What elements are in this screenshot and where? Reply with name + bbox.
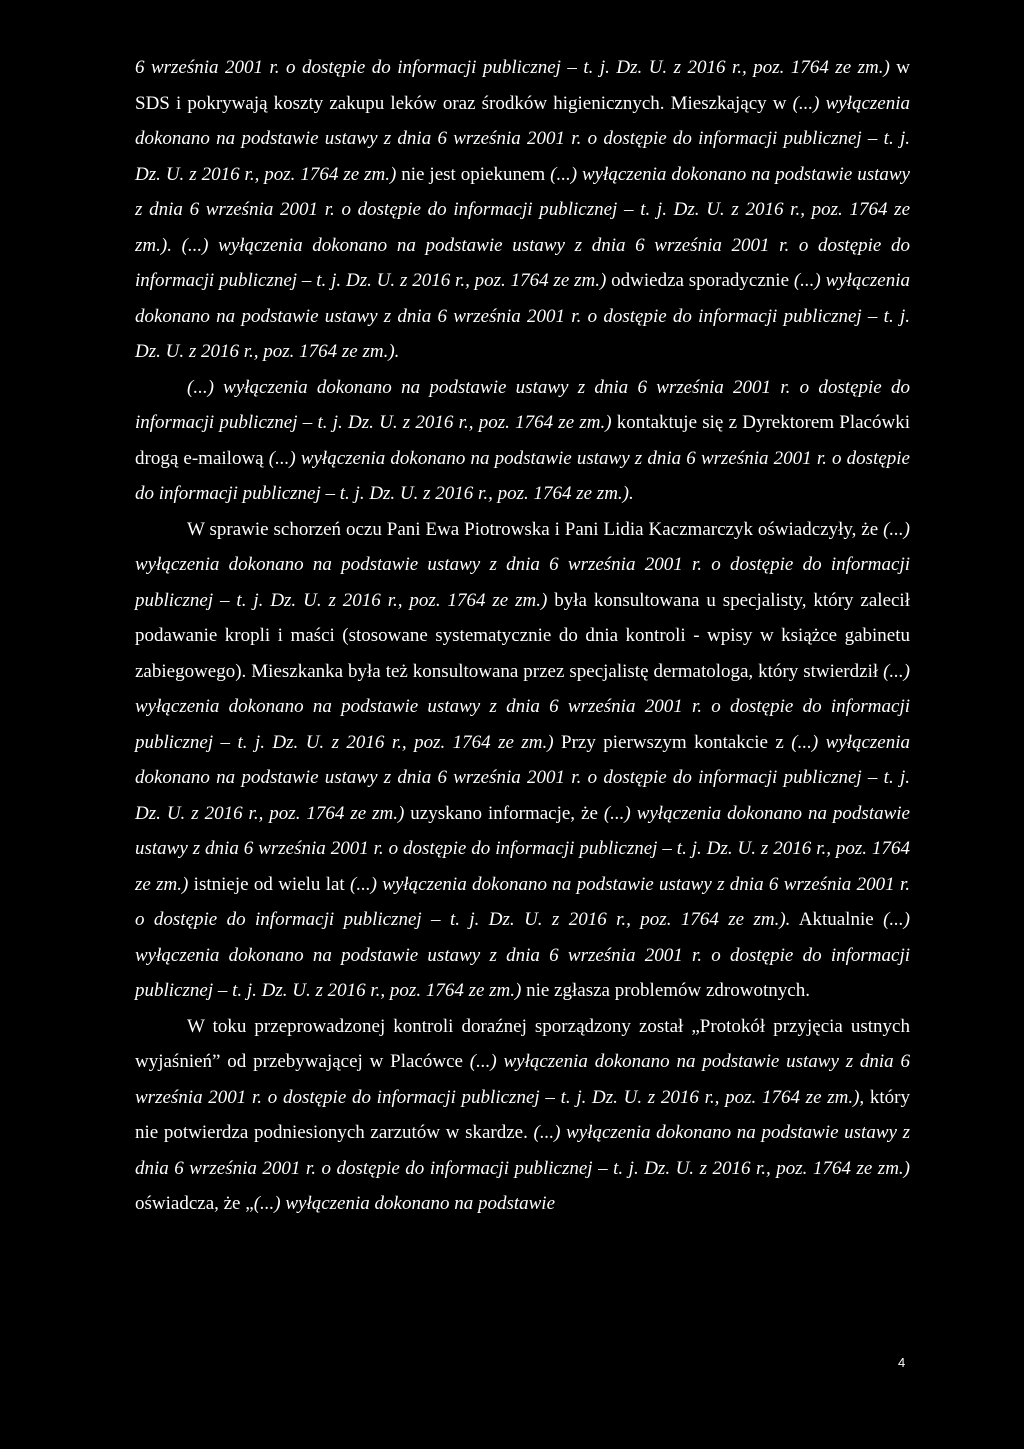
redaction-note: (...) wyłączenia dokonano na podstawie ustawy z dnia 6 września 2001 r. o dostępie do informacji publicznej – t. j. Dz. U. z 2016 r., poz. 1764 ze zm.) (135, 518, 910, 611)
redaction-note: (...) wyłączenia dokonano na podstawie ustawy z dnia 6 września 2001 r. o dostępie do informacji publicznej – t. j. Dz. U. z 2016 r., poz. 1764 ze zm.). (135, 873, 910, 930)
page-number: 4 (898, 1355, 906, 1370)
redaction-note: (...) wyłączenia dokonano na podstawie ustawy z dnia 6 września 2001 r. o dostępie do informacji publicznej – t. j. Dz. U. z 2016 r., poz. 1764 ze zm.). (135, 447, 910, 504)
paragraph-1 (135, 50, 910, 370)
text-run: nie zgłasza problemów zdrowotnych. (521, 980, 810, 1001)
redaction-note: (...) wyłączenia dokonano na podstawie ustawy z dnia 6 września 2001 r. o dostępie do informacji publicznej – t. j. Dz. U. z 2016 r., poz. 1764 ze zm.). (135, 270, 911, 362)
redaction-note: (...) wyłączenia dokonano na podstawie ustawy z dnia 6 września 2001 r. o dostępie do informacji publicznej – t. j. Dz. U. z 2016 r., poz. 1764 ze zm.) (135, 1051, 910, 1108)
redaction-note: (...) wyłączenia dokonano na podstawie ustawy z dnia 6 września 2001 r. o dostępie do informacji publicznej – t. j. Dz. U. z 2016 r., poz. 1764 ze zm.) (135, 376, 910, 433)
text-run: istnieje od wielu lat (188, 873, 351, 895)
redaction-note: (...) wyłączenia dokonano na podstawie ustawy z dnia 6 września 2001 r. o dostępie do informacji publicznej – t. j. Dz. U. z 2016 r., poz. 1764 ze zm.) (135, 802, 910, 895)
text-run: oświadcza, że „ (135, 1193, 254, 1214)
redaction-note: (...) wyłączenia dokonano na podstawie ustawy z dnia 6 września 2001 r. o dostępie do informacji publicznej – t. j. Dz. U. z 2016 r., poz. 1764 ze zm.) (135, 1122, 910, 1179)
text-run: nie jest opiekunem (396, 163, 551, 185)
redaction-note: (...) wyłączenia dokonano na podstawie (253, 1193, 556, 1214)
paragraph-2 (135, 370, 910, 512)
paragraph-3 (135, 512, 910, 1009)
redaction-note: 6 września 2001 r. o dostępie do informacji publicznej – t. j. Dz. U. z 2016 r., poz. 1764 ze zm.) (135, 57, 890, 78)
redaction-note: (...) wyłączenia dokonano na podstawie ustawy z dnia 6 września 2001 r. o dostępie do informacji publicznej – t. j. Dz. U. z 2016 r., poz. 1764 ze zm.) (135, 92, 911, 185)
redaction-note: (...) wyłączenia dokonano na podstawie ustawy z dnia 6 września 2001 r. o dostępie do informacji publicznej – t. j. Dz. U. z 2016 r., poz. 1764 ze zm.). (...) wyłączenia dokonano na podstawie ustawy z dnia 6 września 2001 r. o dostępie do informacji publicznej – t. j. Dz. U. z 2016 r., poz. 1764 ze zm.) (135, 163, 910, 291)
text-run: była konsultowana u specjalisty, który zalecił podawanie kropli i maści (stosowane systematycznie do dnia kontroli - wpisy w książce gabinetu zabiegowego). Mieszkanka była też konsultowana przez specjalistę dermatologa, który stwierdził (135, 589, 910, 682)
redaction-note: (...) wyłączenia dokonano na podstawie ustawy z dnia 6 września 2001 r. o dostępie do informacji publicznej – t. j. Dz. U. z 2016 r., poz. 1764 ze zm.) (135, 909, 910, 1001)
text-run: W toku przeprowadzonej kontroli doraźnej sporządzony został „Protokół przyjęcia ustnych wyjaśnień” od przebywającej w Placówce (135, 1015, 910, 1072)
text-run: Przy pierwszym kontakcie z (553, 731, 792, 753)
redaction-note: (...) wyłączenia dokonano na podstawie ustawy z dnia 6 września 2001 r. o dostępie do informacji publicznej – t. j. Dz. U. z 2016 r., poz. 1764 ze zm.) (135, 731, 911, 824)
document-page (135, 50, 910, 1222)
text-run: odwiedza sporadycznie (606, 270, 794, 291)
text-run: , który nie potwierdza podniesionych zarzutów w skardze. (135, 1086, 910, 1143)
text-run: Aktualnie (790, 909, 884, 930)
redaction-note: (...) wyłączenia dokonano na podstawie ustawy z dnia 6 września 2001 r. o dostępie do informacji publicznej – t. j. Dz. U. z 2016 r., poz. 1764 ze zm.) (135, 660, 910, 753)
text-run: w SDS i pokrywają koszty zakupu leków oraz środków higienicznych. Mieszkający w (135, 57, 910, 114)
text-run: kontaktuje się z Dyrektorem Placówki drogą e-mailową (135, 412, 910, 469)
paragraph-4 (135, 1009, 910, 1222)
text-run: W sprawie schorzeń oczu Pani Ewa Piotrowska i Pani Lidia Kaczmarczyk oświadczyły, że (187, 518, 884, 540)
text-run: uzyskano informacje, że (404, 802, 604, 824)
